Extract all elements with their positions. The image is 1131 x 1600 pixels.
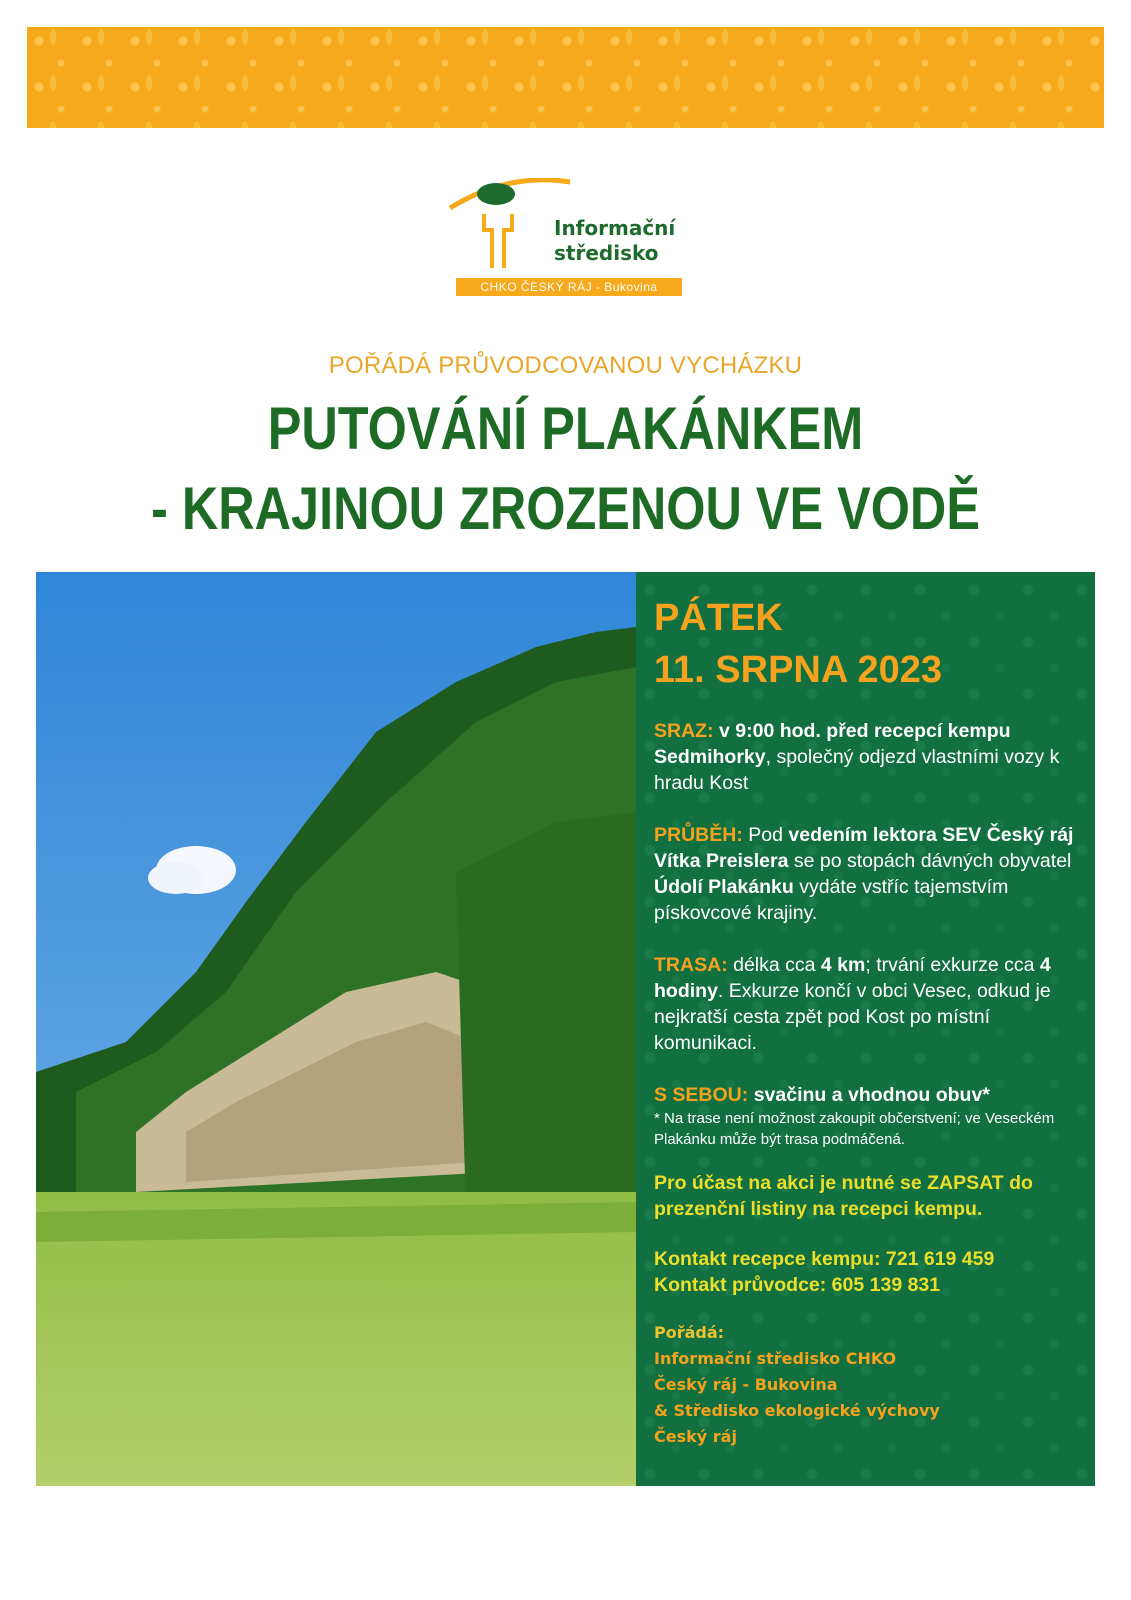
title-line2: - KRAJINOU ZROZENOU VE VODĚ <box>151 475 980 542</box>
trasa-distance: 4 km <box>820 954 866 976</box>
prubeh-text-1: Pod <box>748 824 783 846</box>
prubeh-bold-2: Údolí Plakánku <box>654 876 794 898</box>
logo-text-line2: středisko <box>554 241 659 265</box>
info-panel-content <box>654 592 1084 1450</box>
top-pattern-banner <box>27 27 1104 128</box>
prubeh-bold-1: vedením lektora SEV Český ráj Vítka Preislera <box>654 824 1074 872</box>
kicker-text: POŘÁDÁ PRŮVODCOVANOU VYCHÁZKU <box>328 352 803 379</box>
prubeh-label: PRŮBĚH: <box>654 824 743 846</box>
prubeh-text-3: vydáte vstříc tajemstvím pískovcové krajiny. <box>654 876 1009 924</box>
sraz-text: , společný odjezd vlastními vozy k hradu Kost <box>654 746 1060 794</box>
prubeh-section <box>654 822 1084 926</box>
landscape-photo <box>36 572 636 1486</box>
trasa-text-3: . Exkurze končí v obci Vesec, odkud je nejkratší cesta zpět pod Kost po místní komunikaci. <box>654 980 1051 1054</box>
trasa-duration: 4 hodiny <box>654 954 1051 1002</box>
info-panel <box>636 572 1095 1486</box>
title-line1: PUTOVÁNÍ PLAKÁNKEM <box>267 395 864 462</box>
trasa-section <box>654 952 1084 1056</box>
trasa-text-1: délka cca <box>733 954 816 976</box>
organizer-line-3: & Středisko ekologické výchovy <box>654 1401 940 1420</box>
trasa-label: TRASA: <box>654 954 728 976</box>
organizer-line-1: Informační středisko CHKO <box>654 1349 897 1368</box>
sraz-label: SRAZ: <box>654 720 714 742</box>
organizer-label: Pořádá: <box>654 1323 725 1342</box>
logo-subtitle-strip: CHKO ČESKÝ RÁJ - Bukovina <box>456 278 682 296</box>
sebou-section <box>654 1082 1084 1150</box>
sraz-bold-text: v 9:00 hod. před recepcí kempu Sedmihorky <box>654 720 1011 768</box>
sraz-section <box>654 718 1084 796</box>
event-day: PÁTEK <box>654 597 783 639</box>
sebou-footnote: * Na trase není možnost zakoupit občerstvení; ve Veseckém Plakánku může být trasa podmáčená. <box>654 1110 1055 1148</box>
organizer-line-2: Český ráj - Bukovina <box>654 1375 838 1394</box>
signup-notice: Pro účast na akci je nutné se ZAPSAT do prezenční listiny na recepci kempu. <box>654 1172 1033 1220</box>
sebou-label: S SEBOU: <box>654 1084 749 1106</box>
logo-text-line1: Informační <box>554 216 676 240</box>
event-date: 11. SRPNA 2023 <box>654 649 942 691</box>
organizer-line-4: Český ráj <box>654 1427 737 1446</box>
contact-guide: Kontakt průvodce: 605 139 831 <box>654 1274 941 1296</box>
trasa-text-2: ; trvání exkurze cca <box>865 954 1035 976</box>
logo <box>448 178 688 306</box>
sebou-bold-text: svačinu a vhodnou obuv* <box>753 1084 990 1106</box>
contact-reception: Kontakt recepce kempu: 721 619 459 <box>654 1248 995 1270</box>
prubeh-text-2: se po stopách dávných obyvatel <box>793 850 1072 872</box>
